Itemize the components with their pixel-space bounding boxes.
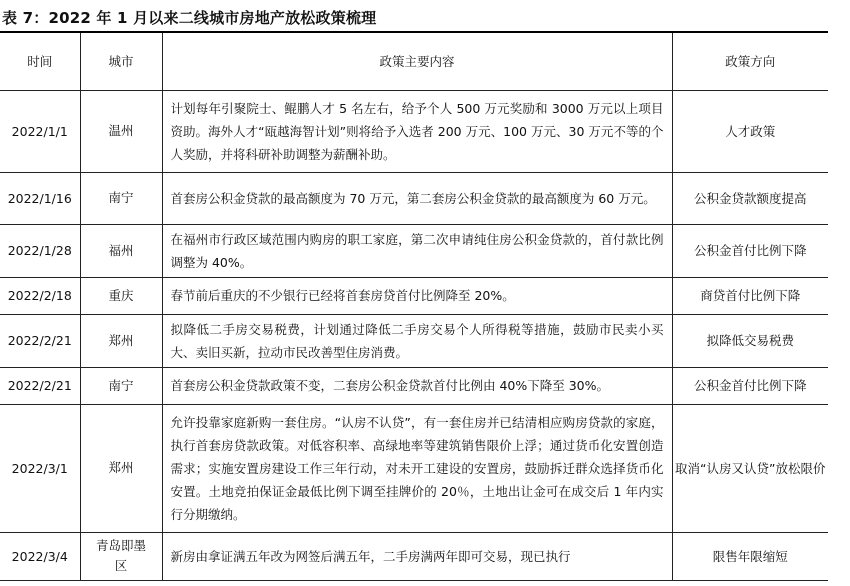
- direction-cell: 公积金贷款额度提高: [672, 172, 828, 224]
- city-cell: 重庆: [80, 277, 162, 314]
- date-cell: 2022/2/21: [0, 314, 80, 367]
- table-row: [0, 404, 828, 532]
- city-cell: 福州: [80, 224, 162, 277]
- header-city: 城市: [80, 32, 162, 90]
- city-cell: 郑州: [80, 404, 162, 532]
- header-time: 时间: [0, 32, 80, 90]
- direction-cell: 取消“认房又认贷”放松限价: [672, 404, 828, 532]
- content-cell: 计划每年引聚院士、鲲鹏人才 5 名左右，给予个人 500 万元奖励和 3000 万元以上项目资助。海外人才“瓯越海智计划”则将给予入选者 200 万元、100 万元、30 万元不等的个人奖励，并将科研补助调整为薪酬补助。: [162, 90, 672, 172]
- date-cell: 2022/3/4: [0, 532, 80, 580]
- table-row: [0, 224, 828, 277]
- direction-cell: 人才政策: [672, 90, 828, 172]
- table-row: [0, 367, 828, 404]
- content-cell: 在福州市行政区域范围内购房的职工家庭，第二次申请纯住房公积金贷款的，首付款比例调整为 40%。: [162, 224, 672, 277]
- content-cell: 拟降低二手房交易税费，计划通过降低二手房交易个人所得税等措施，鼓励市民卖小买大、卖旧买新，拉动市民改善型住房消费。: [162, 314, 672, 367]
- policy-table: [0, 31, 828, 581]
- header-content: 政策主要内容: [162, 32, 672, 90]
- city-cell: 南宁: [80, 367, 162, 404]
- content-cell: 新房由拿证满五年改为网签后满五年，二手房满两年即可交易，现已执行: [162, 532, 672, 580]
- content-cell: 首套房公积金贷款政策不变，二套房公积金贷款首付比例由 40%下降至 30%。: [162, 367, 672, 404]
- table-row: [0, 172, 828, 224]
- city-cell: 温州: [80, 90, 162, 172]
- header-direction: 政策方向: [672, 32, 828, 90]
- content-cell: 春节前后重庆的不少银行已经将首套房贷首付比例降至 20%。: [162, 277, 672, 314]
- direction-cell: 拟降低交易税费: [672, 314, 828, 367]
- direction-cell: 公积金首付比例下降: [672, 224, 828, 277]
- content-cell: 允许投靠家庭新购一套住房。“认房不认贷”，有一套住房并已结清相应购房贷款的家庭，执行首套房贷款政策。对低容积率、高绿地率等建筑销售限价上浮；通过货币化安置创造需求；实施安置房建设工作三年行动，对未开工建设的安置房，鼓励拆迁群众选择货币化安置。土地竞拍保证金最低比例下调至挂牌价的 20％，土地出让金可在成交后 1 年内实行分期缴纳。: [162, 404, 672, 532]
- content-cell: 首套房公积金贷款的最高额度为 70 万元，第二套房公积金贷款的最高额度为 60 万元。: [162, 172, 672, 224]
- city-cell: 南宁: [80, 172, 162, 224]
- table-title: 表 7：2022 年 1 月以来二线城市房地产放松政策梳理: [2, 9, 377, 27]
- direction-cell: 限售年限缩短: [672, 532, 828, 580]
- table-row: [0, 532, 828, 580]
- table-row: [0, 314, 828, 367]
- date-cell: 2022/1/28: [0, 224, 80, 277]
- date-cell: 2022/3/1: [0, 404, 80, 532]
- date-cell: 2022/1/16: [0, 172, 80, 224]
- date-cell: 2022/1/1: [0, 90, 80, 172]
- direction-cell: 公积金首付比例下降: [672, 367, 828, 404]
- date-cell: 2022/2/21: [0, 367, 80, 404]
- table-row: [0, 90, 828, 172]
- date-cell: 2022/2/18: [0, 277, 80, 314]
- direction-cell: 商贷首付比例下降: [672, 277, 828, 314]
- city-cell: 郑州: [80, 314, 162, 367]
- table-row: [0, 277, 828, 314]
- table-header-row: [0, 32, 828, 90]
- city-cell: 青岛即墨区: [80, 532, 162, 580]
